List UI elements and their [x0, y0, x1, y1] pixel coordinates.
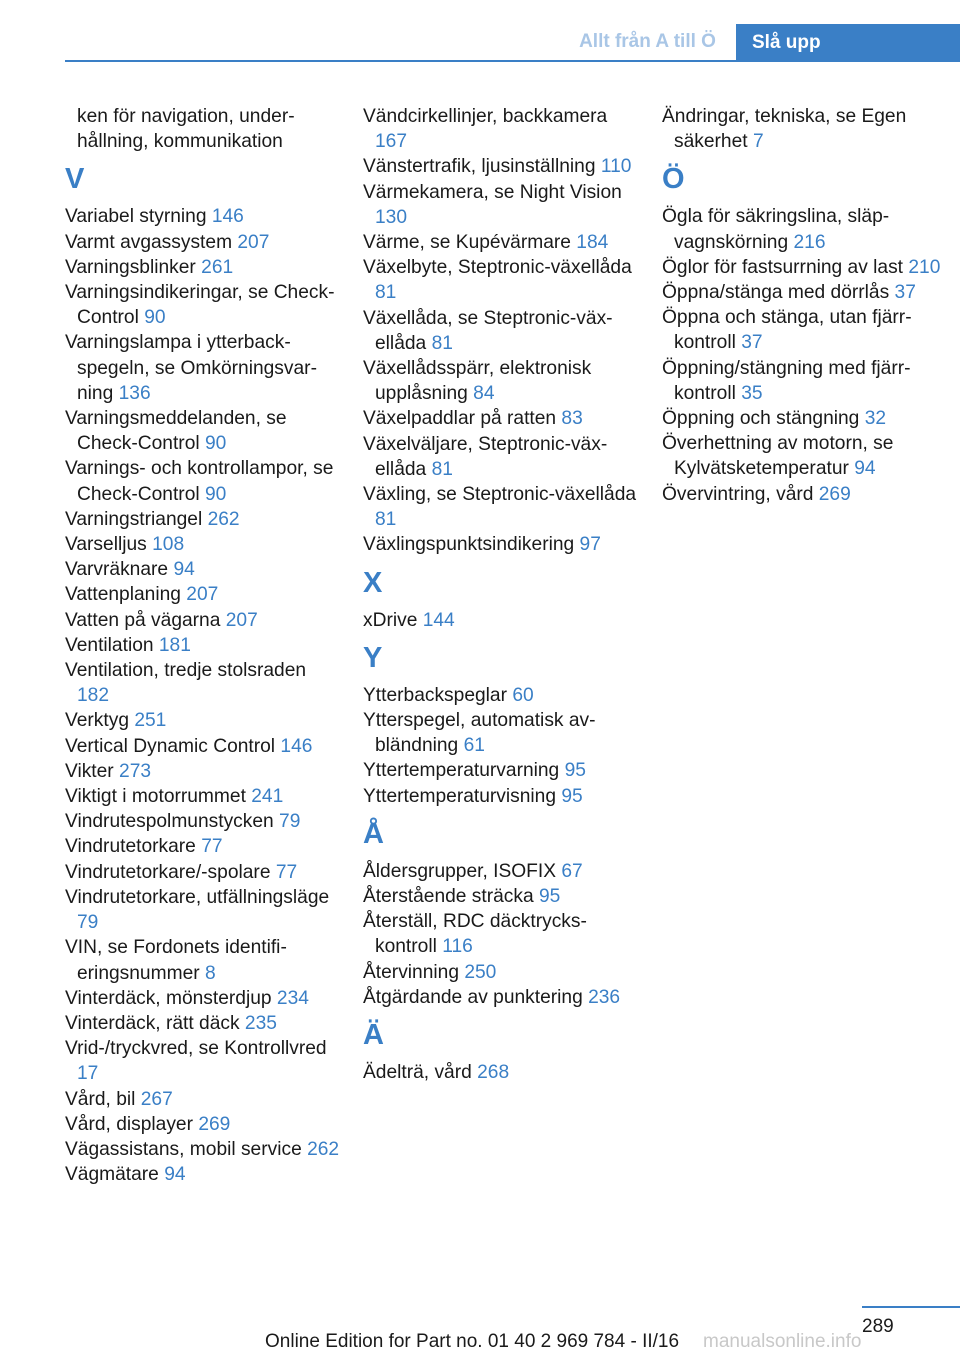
section-title: Allt från A till Ö [579, 31, 716, 52]
entry-term: Ventilation [65, 634, 154, 656]
edition-note: Online Edition for Part no. 01 40 2 969 784 - II/16 [265, 1331, 680, 1352]
page-link[interactable]: 17 [77, 1063, 99, 1085]
index-entry [363, 356, 638, 406]
entry-term: Varmt avgassystem [65, 231, 233, 253]
entry-term: Varnings- och kontrollampor, se Check-Control [65, 458, 334, 505]
footer-rule [862, 1306, 960, 1308]
entry-term: Vägmätare [65, 1164, 159, 1186]
page-link[interactable]: 37 [741, 332, 763, 354]
page-link[interactable]: 269 [198, 1113, 231, 1135]
page-link[interactable]: 269 [818, 483, 851, 505]
entry-term: Övervintring, vård [662, 483, 814, 505]
page-link[interactable]: 77 [201, 836, 223, 858]
entry-term: Värmekamera, se Night Vision [363, 181, 622, 203]
index-entry [65, 658, 340, 708]
letter-heading: Å [363, 817, 384, 850]
entry-term: Växellådsspärr, elektronisk upplåsning [363, 358, 592, 405]
index-entry [363, 104, 638, 154]
page-link[interactable]: 144 [422, 609, 455, 631]
letter-heading: Y [363, 641, 383, 674]
index-entry [65, 608, 340, 633]
page-link[interactable]: 251 [134, 710, 167, 732]
page-link[interactable]: 95 [561, 785, 583, 807]
entry-term: Ögla för säkringslina, släpvagnskörning [662, 206, 890, 253]
page-link[interactable]: 79 [77, 912, 99, 934]
index-entry [363, 909, 638, 959]
page-link[interactable]: 67 [561, 860, 583, 882]
entry-term: Ytterspegel, automatisk avbländning [363, 710, 596, 757]
page-link[interactable]: 7 [752, 131, 764, 153]
header-rule [65, 60, 960, 62]
index-entry [363, 230, 638, 255]
entry-term: Öglor för fastsurrning av last [662, 256, 904, 278]
page-link[interactable]: 262 [307, 1138, 340, 1160]
entry-term: Växlingspunktsindikering [363, 534, 575, 556]
index-entry [662, 431, 947, 481]
entry-term: Vertical Dynamic Control [65, 735, 276, 757]
entry-term: Ytterbackspeglar [363, 684, 507, 706]
index-entry [65, 1011, 340, 1036]
index-entry [65, 633, 340, 658]
index-column-3 [662, 104, 947, 507]
index-entry [65, 280, 340, 330]
entry-term: Varningstriangel [65, 508, 203, 530]
entry-term: Öppna och stänga, utan fjärrkontroll [662, 307, 912, 354]
index-entry [363, 180, 638, 230]
page-link[interactable]: 32 [864, 408, 887, 430]
index-entry [363, 608, 638, 633]
entry-term: Öppning/stängning med fjärrkontroll [662, 357, 911, 404]
page-link[interactable]: 207 [237, 231, 270, 253]
index-entry [65, 532, 340, 557]
index-entry [363, 884, 638, 909]
index-entry [363, 406, 638, 431]
page-link[interactable]: 167 [375, 131, 408, 153]
page-link[interactable]: 84 [473, 383, 495, 405]
entry-term: Varningslampa i ytterbackspegeln, se Omkörningsvarning [65, 332, 317, 404]
entry-term: Vård, bil [65, 1088, 136, 1110]
entry-term: Värme, se Kupévärmare [363, 232, 571, 254]
entry-term: Vinterdäck, mönsterdjup [65, 987, 272, 1009]
page-link[interactable]: 77 [275, 861, 298, 883]
entry-term: Öppna/stänga med dörrlås [662, 282, 890, 304]
index-entry [363, 306, 638, 356]
entry-term: Vindrutetorkare, utfällningsläge [65, 886, 330, 908]
index-column-1 [65, 104, 340, 1187]
entry-term: Ventilation, tredje stolsraden [65, 660, 307, 682]
entry-term: Varningsindikeringar, se Check-Control [65, 282, 335, 329]
page-link[interactable]: 182 [77, 685, 110, 707]
letter-heading: V [65, 163, 85, 196]
entry-term: Växling, se Steptronic-växellåda [363, 484, 637, 506]
index-entry [363, 532, 638, 557]
page-link[interactable]: 250 [464, 961, 497, 983]
page-link[interactable]: 8 [204, 962, 216, 984]
page-link[interactable]: 234 [276, 987, 309, 1009]
index-column-2 [363, 104, 638, 1085]
index-entry [662, 104, 947, 154]
page-link[interactable]: 268 [477, 1062, 510, 1084]
entry-term: Vrid-/tryckvred, se Kontrollvred [65, 1038, 327, 1060]
page-link[interactable]: 267 [140, 1088, 173, 1110]
entry-term: Åtgärdande av punktering [363, 986, 583, 1008]
entry-term: Vård, displayer [65, 1113, 193, 1135]
index-entry [65, 708, 340, 733]
index-entry [65, 204, 340, 229]
page-link[interactable]: 207 [186, 584, 219, 606]
index-entry [65, 1112, 340, 1137]
watermark: manualsonline.info [703, 1331, 862, 1352]
index-entry [662, 356, 947, 406]
page-link[interactable]: 184 [576, 232, 609, 254]
index-entry [65, 759, 340, 784]
entry-term: Överhettning av motorn, se Kylvätsketemperatur [662, 433, 894, 480]
index-entry [363, 784, 638, 809]
index-entry [363, 255, 638, 305]
entry-term: Viktigt i motorrummet [65, 786, 246, 808]
page-link[interactable]: 61 [463, 735, 485, 757]
entry-term: Variabel styrning [65, 206, 207, 228]
index-entry-continuation: ken för navigation, under- [77, 106, 295, 127]
index-entry [65, 456, 340, 506]
page-link[interactable]: 262 [207, 508, 240, 530]
page-link[interactable]: 207 [225, 609, 258, 631]
entry-term: Yttertemperaturvisning [363, 785, 557, 807]
page-link[interactable]: 235 [244, 1012, 277, 1034]
index-entry-continuation: hållning, kommunikation [77, 131, 283, 153]
index-entry [662, 280, 947, 305]
page-link[interactable]: 273 [119, 760, 152, 782]
page-link[interactable]: 81 [431, 332, 453, 354]
entry-term: Varvräknare [65, 559, 169, 581]
entry-term: Växelpaddlar på ratten [363, 408, 557, 430]
entry-term: Återvinning [363, 961, 459, 983]
index-entry [65, 809, 340, 834]
entry-term: Vindrutetorkare [65, 836, 196, 858]
page-link[interactable]: 94 [854, 458, 876, 480]
page-link[interactable]: 241 [251, 786, 284, 808]
page-link[interactable]: 79 [279, 811, 301, 833]
entry-term: Ädelträ, vård [363, 1062, 472, 1084]
page-link[interactable]: 146 [211, 206, 244, 228]
index-entry [65, 784, 340, 809]
entry-term: VIN, se Fordonets identifieringsnummer [65, 937, 287, 984]
index-entry [363, 859, 638, 884]
page-link[interactable]: 95 [539, 886, 561, 908]
index-entry [65, 330, 340, 406]
page-link[interactable]: 210 [908, 256, 941, 278]
index-entry [363, 432, 638, 482]
entry-term: Växelväljare, Steptronic-växellåda [363, 433, 608, 480]
page-link[interactable]: 81 [431, 458, 453, 480]
entry-term: Öppning och stängning [662, 408, 860, 430]
entry-term: Yttertemperaturvarning [363, 760, 560, 782]
entry-term: Vänstertrafik, ljusinställning [363, 156, 596, 178]
page-link[interactable]: 81 [375, 509, 397, 531]
entry-term: Återstående sträcka [363, 886, 534, 908]
page-link[interactable]: 90 [204, 483, 227, 505]
page-link[interactable]: 116 [442, 936, 473, 958]
index-entry [363, 1060, 638, 1085]
entry-term: Vändcirkellinjer, backkamera [363, 106, 608, 127]
index-entry [65, 834, 340, 859]
entry-term: Varselljus [65, 534, 147, 556]
page-link[interactable]: 94 [164, 1164, 186, 1186]
page-link[interactable]: 110 [600, 156, 632, 178]
entry-term: Vindrutespolmunstycken [65, 811, 274, 833]
entry-term: Vinterdäck, rätt däck [65, 1012, 240, 1034]
page-link[interactable]: 130 [375, 206, 408, 228]
letter-heading: Ä [363, 1019, 384, 1052]
page-link[interactable]: 181 [158, 634, 191, 656]
page-link[interactable]: 90 [204, 433, 227, 455]
letter-heading: Ö [662, 163, 685, 196]
index-entry [65, 885, 340, 935]
index-entry [363, 482, 638, 532]
index-entry [363, 154, 638, 179]
lookup-tab[interactable]: Slå upp [736, 24, 960, 62]
index-entry [65, 1036, 340, 1086]
page-link[interactable]: 37 [894, 282, 916, 304]
page-link[interactable]: 146 [280, 735, 313, 757]
index-entry [65, 1162, 340, 1187]
index-entry [363, 758, 638, 783]
index-entry [65, 935, 340, 985]
page-link[interactable]: 94 [173, 559, 195, 581]
entry-term: xDrive [363, 609, 418, 631]
letter-heading: X [363, 566, 383, 599]
entry-term: Varningsmeddelanden, se Check-Control [65, 408, 287, 455]
entry-term: Åldersgrupper, ISOFIX [363, 860, 557, 882]
entry-term: Växellåda, se Steptronic-växellåda [363, 307, 613, 354]
index-entry [65, 860, 340, 885]
page-link[interactable]: 90 [144, 307, 166, 329]
page-link[interactable]: 60 [512, 684, 534, 706]
entry-term: Ändringar, tekniska, se Egen säkerhet [662, 106, 907, 153]
index-entry [363, 985, 638, 1010]
index-entry [662, 255, 947, 280]
index-entry [65, 1087, 340, 1112]
entry-term: Vatten på vägarna [65, 609, 221, 631]
page-link[interactable]: 108 [152, 534, 185, 556]
index-entry [65, 557, 340, 582]
page-link[interactable]: 216 [793, 231, 826, 253]
entry-term: Vägassistans, mobil service [65, 1138, 302, 1160]
index-entry [65, 255, 340, 280]
index-entry [662, 482, 947, 507]
page-link[interactable]: 81 [375, 282, 397, 304]
index-entry [363, 960, 638, 985]
entry-term: Vattenplaning [65, 584, 181, 606]
index-entry [662, 305, 947, 355]
entry-term: Vindrutetorkare/-spolare [65, 861, 271, 883]
index-entry [662, 204, 947, 254]
index-entry [363, 708, 638, 758]
index-entry [65, 582, 340, 607]
page-number: 289 [862, 1316, 894, 1337]
index-entry [65, 986, 340, 1011]
page-link[interactable]: 236 [588, 986, 621, 1008]
index-entry [65, 734, 340, 759]
index-entry [363, 683, 638, 708]
page-link[interactable]: 35 [741, 382, 763, 404]
entry-term: Återställ, RDC däcktryckskontroll [363, 911, 587, 958]
index-entry [65, 406, 340, 456]
page-link[interactable]: 97 [579, 534, 601, 556]
page-link[interactable]: 83 [561, 408, 583, 430]
index-entry [662, 406, 947, 431]
index-entry [65, 507, 340, 532]
page-link[interactable]: 261 [201, 256, 234, 278]
page-link[interactable]: 136 [118, 382, 151, 404]
entry-term: Varningsblinker [65, 256, 196, 278]
entry-term: Verktyg [65, 710, 129, 732]
entry-term: Vikter [65, 760, 114, 782]
entry-term: Växelbyte, Steptronic-växellåda [363, 257, 632, 279]
index-entry [65, 230, 340, 255]
page-link[interactable]: 95 [564, 760, 586, 782]
index-entry [65, 1137, 340, 1162]
